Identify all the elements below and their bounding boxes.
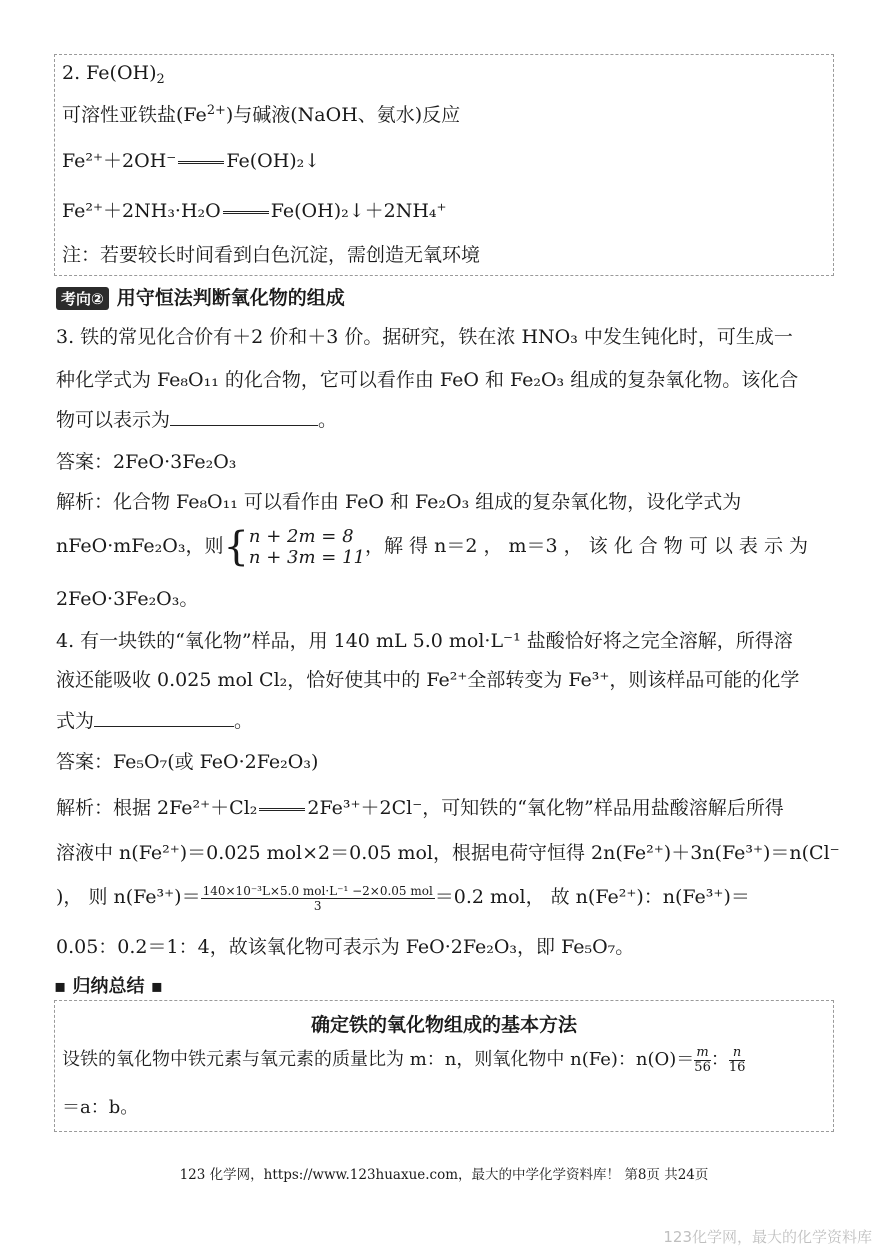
- q4-answer: 答案：Fe₅O₇(或 FeO·2Fe₂O₃): [56, 751, 319, 773]
- watermark: 123化学网，最大的化学资料库: [663, 1228, 872, 1246]
- q3-line-1: 3. 铁的常见化合价有＋2 价和＋3 价。据研究，铁在浓 HNO₃ 中发生钝化时，可生成一: [56, 326, 793, 348]
- answer-blank: [170, 425, 318, 426]
- q3-line-3: 物可以表示为 。: [56, 409, 338, 431]
- system-brace: {: [223, 524, 249, 570]
- q3-analysis-1: 解析：化合物 Fe₈O₁₁ 可以看作由 FeO 和 Fe₂O₃ 组成的复杂氧化物，设化学式为: [56, 491, 742, 513]
- summary-line-2: ＝a：b。: [62, 1097, 139, 1118]
- q4-analysis-3: )， 则 n(Fe³⁺)＝ $\frac{\text{140×10⁻³L×5.0 mol·L⁻¹ −2×0.05 mol}}{3}$ ＝0.2 mol， 故 n(Fe²⁺)：n(Fe³⁺)＝: [56, 883, 750, 913]
- box-note: 注：若要较长时间看到白色沉淀，需创造无氧环境: [62, 244, 481, 266]
- summary-heading: ▪ 归纳总结 ▪: [54, 976, 163, 997]
- fraction: $\frac{\text{140×10⁻³L×5.0 mol·L⁻¹ −2×0.05 mol}}{3}$: [202, 883, 433, 913]
- q4-analysis-2: 溶液中 n(Fe²⁺)＝0.025 mol×2＝0.05 mol，根据电荷守恒得 2n(Fe²⁺)＋3n(Fe³⁺)＝n(Cl⁻: [56, 842, 840, 864]
- summary-box-title: 确定铁的氧化物组成的基本方法: [310, 1014, 577, 1036]
- equals-sign: [259, 808, 305, 811]
- q3-line-2: 种化学式为 Fe₈O₁₁ 的化合物，它可以看作由 FeO 和 Fe₂O₃ 组成的复杂氧化物。该化合: [56, 369, 799, 391]
- fraction-n-16: $\frac{n}{16}$: [728, 1044, 746, 1075]
- equals-sign: [223, 211, 269, 214]
- equation-system: n + 2m = 8 n + 3m = 11: [248, 526, 365, 568]
- box-line-1: 可溶性亚铁盐$(Fe^{2+})$与碱液(NaOH、氨水)反应: [62, 102, 461, 126]
- summary-line-1: 设铁的氧化物中铁元素与氧元素的质量比为 m：n，则氧化物中 n(Fe)：n(O)＝ $\frac{m}{56}$ ： $\frac{n}{16}$: [62, 1044, 746, 1075]
- section-tag: 考向②: [56, 287, 109, 310]
- q4-line-2: 液还能吸收 0.025 mol Cl₂，恰好使其中的 Fe²⁺全部转变为 Fe³⁺，则该样品可能的化学: [56, 669, 800, 691]
- equation-1: Fe²⁺＋2OH⁻ Fe(OH)₂↓: [62, 150, 321, 172]
- q3-analysis-2: nFeO·mFe₂O₃，则{ n + 2m = 8 n + 3m = 11 ，解 得 n＝2 ， m＝3 ， 该 化 合 物 可 以 表 示 为: [56, 524, 808, 570]
- q4-analysis-1: 解析：根据 2Fe²⁺＋Cl₂ 2Fe³⁺＋2Cl⁻，可知铁的“氧化物”样品用盐酸溶解后所得: [56, 797, 784, 819]
- page-footer: 123 化学网，https://www.123huaxue.com，最大的中学化学资料库！ 第8页 共24页: [179, 1167, 709, 1183]
- answer-blank: [94, 726, 234, 727]
- equals-sign: [178, 161, 224, 164]
- q4-line-3: 式为 。: [56, 710, 254, 732]
- q4-analysis-4: 0.05：0.2＝1：4，故该氧化物可表示为 FeO·2Fe₂O₃，即 Fe₅O₇。: [56, 936, 635, 958]
- section-heading: 考向② 用守恒法判断氧化物的组成: [56, 283, 345, 310]
- equation-2: Fe²⁺＋2NH₃·H₂O Fe(OH)₂↓＋2NH₄⁺: [62, 200, 447, 222]
- q3-analysis-3: 2FeO·3Fe₂O₃。: [56, 588, 199, 610]
- q3-answer: 答案：2FeO·3Fe₂O₃: [56, 451, 237, 473]
- fraction-m-56: $\frac{m}{56}$: [694, 1044, 711, 1075]
- box-title: 2. $Fe(OH)_2$: [62, 62, 165, 87]
- q4-line-1: 4. 有一块铁的“氧化物”样品，用 140 mL 5.0 mol·L⁻¹ 盐酸恰好将之完全溶解，所得溶: [56, 630, 793, 652]
